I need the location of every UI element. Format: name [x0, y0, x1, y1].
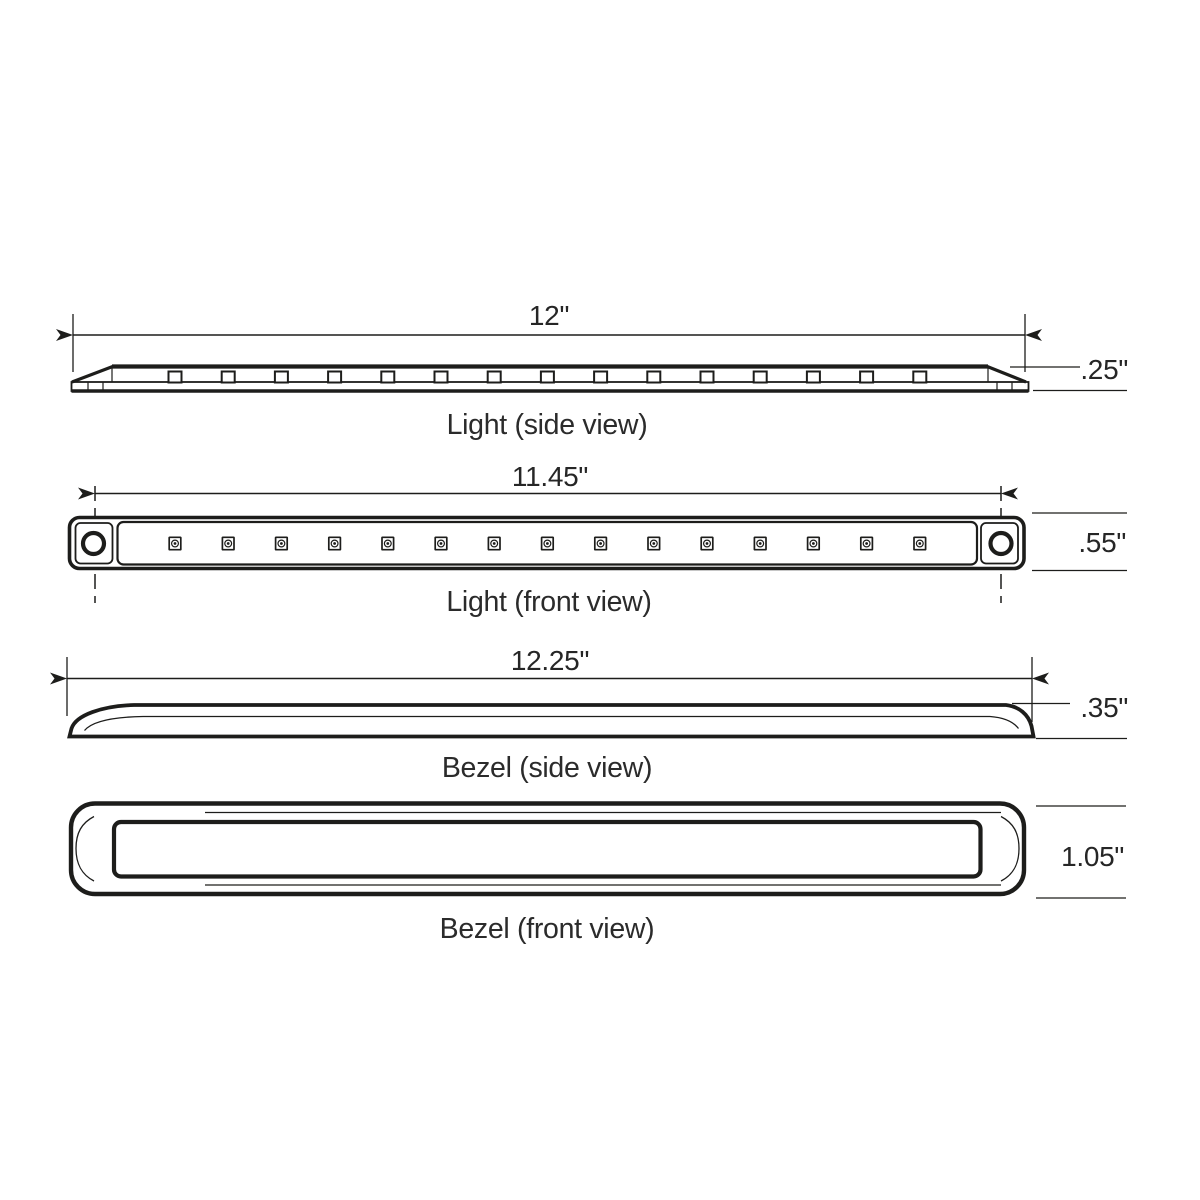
led-dot [386, 542, 389, 545]
bezel-side-view-label: Bezel (side view) [441, 752, 653, 784]
right-mount-hole [991, 533, 1012, 554]
bezel-front-view [71, 804, 1126, 946]
led-bump [701, 372, 714, 383]
led-bump [541, 372, 554, 383]
led-dot [865, 542, 868, 545]
led-array [169, 537, 925, 549]
led-dot [652, 542, 655, 545]
led-dot [333, 542, 336, 545]
bezel-front-view-label: Bezel (front view) [439, 913, 655, 945]
light-front-body [70, 518, 1025, 569]
led-dot [546, 542, 549, 545]
led-dot [280, 542, 283, 545]
led-bump [594, 372, 607, 383]
left-mount-hole [83, 533, 104, 554]
led-bump [435, 372, 448, 383]
bezel-side-outline [70, 705, 1034, 737]
led-bump [328, 372, 341, 383]
side-led-bumps [169, 372, 927, 383]
led-dot [812, 542, 815, 545]
light-side-right-taper [986, 366, 1026, 382]
light-side-left-taper [72, 366, 114, 382]
led-dot [493, 542, 496, 545]
led-dot [759, 542, 762, 545]
bezel-front-height-dimension [1036, 806, 1126, 898]
light-front-height-text: .55" [1078, 527, 1126, 558]
led-dot [706, 542, 709, 545]
led-bump [275, 372, 288, 383]
bezel-opening [114, 822, 981, 877]
bezel-front-height-text: 1.05" [1061, 841, 1124, 872]
bezel-side-length-text: 12.25" [510, 645, 590, 676]
light-front-height-dimension [1032, 513, 1127, 571]
led-dot [227, 542, 230, 545]
light-side-view-label: Light (side view) [446, 409, 648, 441]
led-dot [918, 542, 921, 545]
bezel-side-height-text: .35" [1080, 692, 1128, 723]
led-bump [169, 372, 182, 383]
light-side-length-text: 12" [528, 300, 570, 331]
bezel-side-profile [70, 705, 1034, 737]
led-dot [440, 542, 443, 545]
bezel-front-body [71, 804, 1024, 895]
led-bump [381, 372, 394, 383]
light-front-view-label: Light (front view) [446, 586, 652, 618]
led-bump [754, 372, 767, 383]
led-bump [807, 372, 820, 383]
led-dot [174, 542, 177, 545]
led-bump [647, 372, 660, 383]
led-bump [860, 372, 873, 383]
led-bump [222, 372, 235, 383]
light-side-body [72, 366, 1029, 391]
light-front-length-text: 11.45" [511, 461, 589, 492]
led-dot [599, 542, 602, 545]
led-bump [488, 372, 501, 383]
light-front-length-dimension [95, 461, 1001, 494]
light-side-length-dimension [73, 300, 1025, 372]
led-bump [913, 372, 926, 383]
light-side-view [72, 300, 1129, 441]
bezel-side-view [67, 645, 1128, 784]
light-side-height-text: .25" [1080, 354, 1128, 385]
light-front-view [70, 461, 1128, 618]
